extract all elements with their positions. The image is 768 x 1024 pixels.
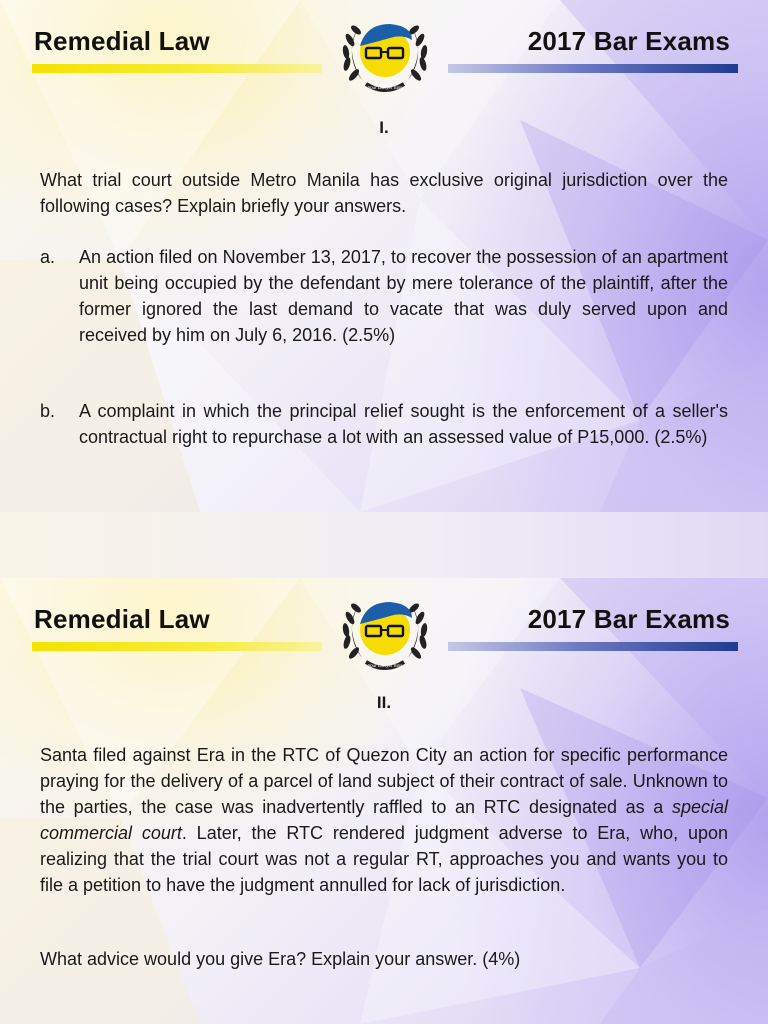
- laurel-logo-icon: [330, 588, 440, 674]
- header-title-left: Remedial Law: [34, 604, 210, 634]
- question-paragraph: [40, 742, 728, 898]
- navy-accent-bar: [448, 64, 738, 73]
- list-marker: b.: [40, 401, 56, 421]
- header-title-right: 2017 Bar Exams: [527, 604, 730, 634]
- paragraph-text: . Later, the RTC rendered judgment adverse to Era, who, upon realizing that the trial court was not a regular RT, approaches you and wants you to file a petition to have the judgment annulled for lack of jurisdiction.: [40, 823, 729, 895]
- slide-separator: [0, 512, 768, 578]
- yellow-accent-bar: [32, 642, 322, 651]
- list-item-text: An action filed on November 13, 2017, to recover the possession of an apartment unit being occupied by the defendant by mere tolerance of the plaintiff, after the former ignored the last demand to vacate that was duly served upon and received by him on July 6, 2016. (2.5%): [79, 247, 728, 345]
- question-prompt: What trial court outside Metro Manila has exclusive original jurisdiction over the following cases? Explain briefly your answers.: [40, 170, 728, 216]
- navy-accent-bar: [448, 642, 738, 651]
- list-item-text: A complaint in which the principal relief sought is the enforcement of a seller's contractual right to repurchase a lot with an assessed value of P15,000. (2.5%): [79, 401, 728, 447]
- header-title-left: Remedial Law: [34, 26, 210, 56]
- logo-ribbon-text: Your Lawyer Sins: [367, 85, 403, 90]
- question-number: I.: [379, 118, 389, 137]
- paragraph-emphasis: special commercial court: [40, 797, 728, 843]
- paragraph-text: Santa filed against Era in the RTC of Quezon City an action for specific performance praying for the delivery of a parcel of land subject of their contract of sale. Unknown to the parties, the case was inadvertently raffled to an RTC designated as a: [40, 745, 728, 817]
- list-marker: a.: [40, 247, 56, 267]
- header-title-right: 2017 Bar Exams: [527, 26, 730, 56]
- slide-2: [0, 578, 768, 1024]
- laurel-logo-icon: [330, 10, 440, 96]
- question-number: II.: [376, 693, 392, 712]
- logo-ribbon-text: Your Lawyer Sins: [367, 663, 403, 668]
- question-prompt: What advice would you give Era? Explain your answer. (4%): [40, 949, 521, 969]
- yellow-accent-bar: [32, 64, 322, 73]
